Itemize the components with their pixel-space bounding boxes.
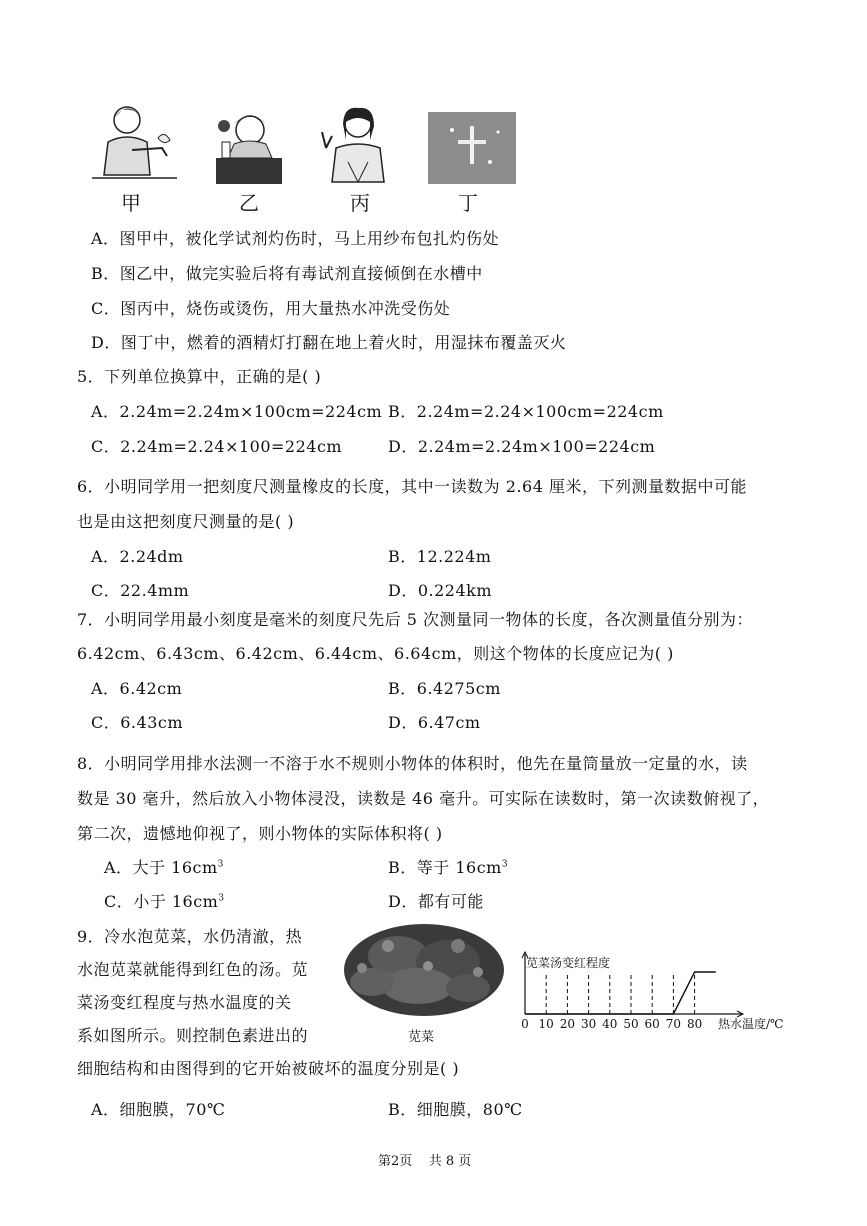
q7-stem-line1: 7．小明同学用最小刻度是毫米的刻度尺先后 5 次测量同一物体的长度，各次测量值分别为：: [77, 610, 754, 629]
q5-option-d: D．2.24m=2.24m×100=224cm: [388, 437, 656, 456]
series-line: [525, 972, 716, 1014]
q6-stem-line1: 6．小明同学用一把刻度尺测量橡皮的长度，其中一读数为 2.64 厘米，下列测量数据中可能: [77, 477, 747, 496]
x-tick-label: 80: [686, 1017, 703, 1031]
x-tick-label: 70: [665, 1017, 682, 1031]
q6-option-b: B．12.224m: [388, 547, 492, 566]
superscript: 3: [218, 893, 225, 904]
caption-yi: 乙: [239, 191, 259, 215]
q8-option-b: [388, 855, 508, 878]
amaranth-illustration: [338, 916, 508, 1026]
chart-y-label: 苋菜汤变红程度: [526, 956, 611, 970]
chart-x-label: 热水温度/℃: [718, 1017, 784, 1031]
q7-option-b: B．6.4275cm: [388, 679, 501, 698]
q6-option-d: D．0.224km: [388, 581, 493, 600]
q8-option-b-text: B．等于 16cm: [388, 858, 502, 877]
q6-option-a: A．2.24dm: [91, 547, 184, 566]
x-tick-label: 0: [521, 1017, 529, 1031]
q6-option-c: C．22.4mm: [91, 581, 190, 600]
x-tick-label: 50: [623, 1017, 639, 1031]
caption-ding: 丁: [458, 191, 478, 215]
x-tick-label: 40: [602, 1017, 618, 1031]
q9-option-b: B．细胞膜，80℃: [388, 1100, 523, 1119]
q4-option-c: C．图丙中，烧伤或烫伤，用大量热水冲洗受伤处: [91, 299, 451, 318]
caption-bing: 丙: [350, 191, 370, 215]
q8-stem-line1: 8．小明同学用排水法测一不溶于水不规则小物体的体积时，他先在量筒量放一定量的水，读: [77, 754, 748, 773]
q7-option-a: A．6.42cm: [91, 679, 183, 698]
superscript: 3: [217, 859, 224, 870]
q7-stem-line2: 6.42cm、6.43cm、6.42cm、6.44cm、6.64cm，则这个物体的长度应记为( ): [77, 644, 674, 663]
q6-stem-line2: 也是由这把刻度尺测量的是( ): [77, 512, 295, 531]
figure-jia: [92, 100, 177, 185]
q8-stem-line2: 数是 30 毫升，然后放入小物体浸没，读数是 46 毫升。可实际在读数时，第一次读数俯视了，: [77, 789, 770, 808]
q5-option-a: A．2.24m=2.24m×100cm=224cm: [91, 402, 383, 421]
page-footer: 第2页 共 8 页: [378, 1154, 472, 1169]
figure-bing: [318, 102, 400, 187]
q9-option-a: A．细胞膜，70℃: [91, 1100, 226, 1119]
x-tick-label: 60: [644, 1017, 660, 1031]
q4-option-d: D．图丁中，燃着的酒精灯打翻在地上着火时，用湿抹布覆盖灭火: [91, 333, 567, 352]
q5-stem: 5．下列单位换算中，正确的是( ): [77, 367, 322, 386]
q8-option-c-text: C．小于 16cm: [104, 892, 219, 911]
q9-stem-line5: 细胞结构和由图得到的它开始被破坏的温度分别是( ): [77, 1059, 460, 1078]
q7-option-d: D．6.47cm: [388, 713, 481, 732]
superscript: 3: [501, 859, 509, 870]
q9-stem-line3: 菜汤变红程度与热水温度的关: [77, 993, 292, 1012]
q8-option-a: [104, 855, 224, 878]
q8-option-d: D．都有可能: [388, 892, 484, 911]
q5-option-b: B．2.24m=2.24×100cm=224cm: [388, 402, 664, 421]
q8-stem-line3: 第二次，遗憾地仰视了，则小物体的实际体积将( ): [77, 824, 443, 843]
x-tick-label: 20: [559, 1017, 576, 1031]
q4-option-a: A．图甲中，被化学试剂灼伤时，马上用纱布包扎灼伤处: [91, 229, 500, 248]
x-tick-label: 10: [538, 1017, 554, 1031]
q9-stem-line4: 系如图所示。则控制色素进出的: [77, 1026, 309, 1045]
q9-stem-line1: 9．冷水泡苋菜，水仍清澈，热: [77, 927, 303, 946]
caption-jia: 甲: [121, 191, 141, 215]
q5-option-c: C．2.24m=2.24×100=224cm: [91, 437, 343, 456]
figure-yi: [212, 108, 287, 186]
q7-option-c: C．6.43cm: [91, 713, 184, 732]
figure-ding: [428, 112, 516, 184]
amaranth-label: 苋菜: [408, 1030, 435, 1045]
x-tick-label: 30: [580, 1017, 597, 1031]
q4-option-b: B．图乙中，做完实验后将有毒试剂直接倾倒在水槽中: [91, 264, 483, 283]
q8-option-c: [104, 889, 225, 912]
q9-stem-line2: 水泡苋菜就能得到红色的汤。苋: [77, 960, 309, 979]
q8-option-a-text: A．大于 16cm: [104, 858, 218, 877]
